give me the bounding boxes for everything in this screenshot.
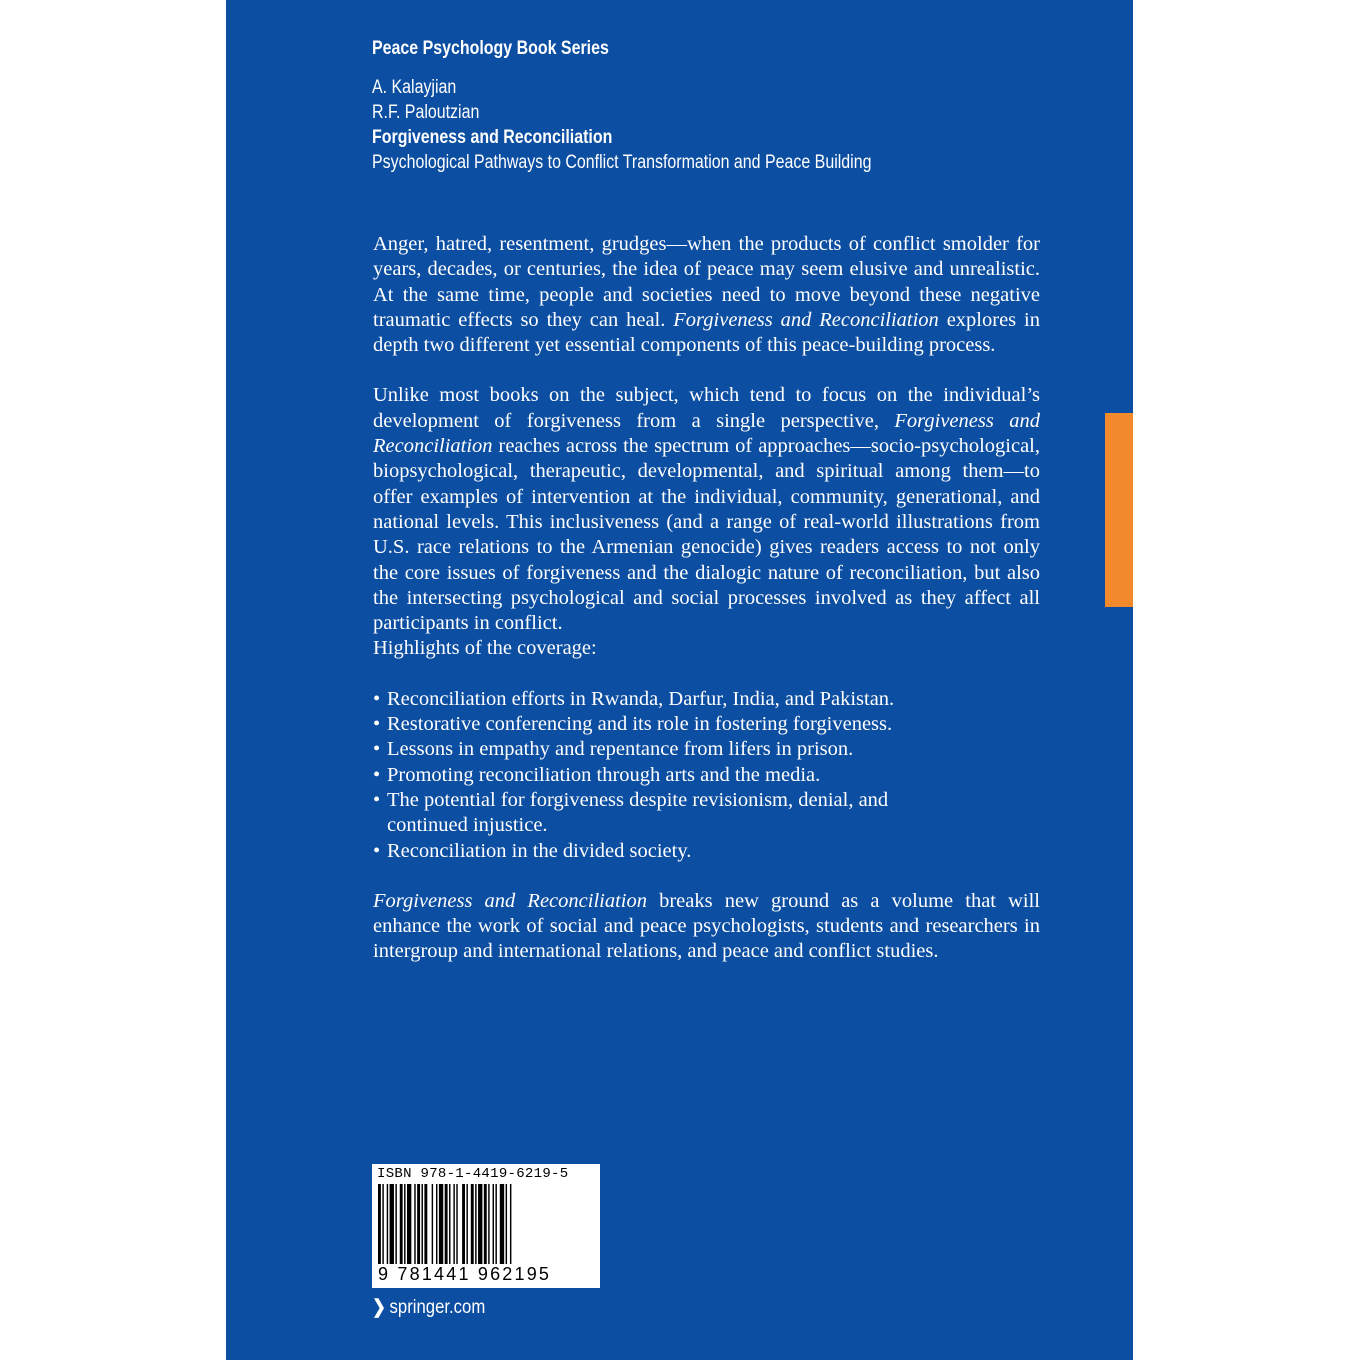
barcode-bar — [390, 1184, 394, 1270]
p2-italic-title: Forgiveness and Reconciliation — [373, 409, 1040, 458]
barcode-bar — [424, 1184, 427, 1270]
blurb — [373, 232, 1040, 965]
back-cover — [226, 0, 1133, 1360]
bullet-icon: • — [373, 839, 381, 862]
barcode-bar — [500, 1184, 504, 1270]
paragraph-1 — [373, 232, 1040, 358]
orange-spine-tab — [1105, 413, 1133, 607]
barcode-bar — [488, 1184, 489, 1270]
barcode-bar — [432, 1184, 433, 1270]
barcode-bar — [471, 1184, 474, 1270]
bullet-text: The potential for forgiveness despite revisionism, denial, and continued injustice. — [387, 788, 889, 837]
list-item — [373, 737, 1040, 762]
barcode-bar — [407, 1184, 411, 1270]
p1-text-a: Anger, hatred, resentment, grudges—when the products of conflict smolder for years, decades, or centuries, the idea of peace may seem elusive and unrealistic. At the same time, people and societies need to move beyond these negative traumatic effects so they can heal. — [373, 233, 1040, 331]
p1-italic-title: Forgiveness and Reconciliation — [673, 308, 939, 331]
bullet-icon: • — [373, 687, 381, 710]
book-subtitle: Psychological Pathways to Conflict Transformation and Peace Building — [372, 152, 872, 173]
series-title: Peace Psychology Book Series — [372, 38, 609, 59]
barcode-bars — [378, 1184, 594, 1270]
bullet-icon: • — [373, 788, 381, 811]
barcode-bar — [495, 1184, 496, 1270]
paragraph-3 — [373, 889, 1040, 965]
list-item — [373, 839, 1040, 864]
author-2: R.F. Paloutzian — [372, 102, 480, 123]
highlights-list — [373, 687, 1040, 864]
publisher-url: springer.com — [389, 1297, 486, 1318]
barcode-bar — [404, 1184, 405, 1270]
p2-text-b: reaches across the spectrum of approaches—socio-psychological, biopsychological, therapeutic, developmental, and spiritual among them—to offer examples of intervention at the individual, community, generational, and national levels. This inclusiveness (and a range of real-world illustrations from U.S. race relations to the Armenian genocide) gives readers access to not only the core issues of forgiveness and the dialogic nature of reconciliation, but also the intersecting psychological and social processes involved as they affect all participants in conflict. — [373, 435, 1040, 635]
barcode-bar — [445, 1184, 448, 1270]
barcode-bar — [395, 1184, 396, 1270]
barcode-bar — [462, 1184, 465, 1270]
bullet-icon: • — [373, 763, 381, 786]
author-1: A. Kalayjian — [372, 77, 457, 98]
barcode-bar — [378, 1184, 381, 1270]
chevron-right-icon: ❯ — [372, 1297, 387, 1318]
barcode-bar — [449, 1184, 450, 1270]
isbn-label: ISBN 978-1-4419-6219-5 — [377, 1166, 569, 1182]
barcode-bar — [475, 1184, 476, 1270]
barcode-bar — [456, 1184, 457, 1270]
list-item — [373, 687, 1040, 712]
bullet-text: Reconciliation efforts in Rwanda, Darfur, India, and Pakistan. — [387, 687, 895, 710]
barcode-bar — [414, 1184, 415, 1270]
barcode-bar — [466, 1184, 467, 1270]
barcode-bar — [400, 1184, 403, 1270]
barcode-bar — [478, 1184, 482, 1270]
bullet-text: Lessons in empathy and repentance from lifers in prison. — [387, 738, 854, 761]
list-item — [373, 763, 1040, 788]
barcode-digits: 9 781441 962195 — [378, 1264, 552, 1284]
book-title: Forgiveness and Reconciliation — [372, 127, 613, 148]
bullet-text: Reconciliation in the divided society. — [387, 839, 692, 862]
highlights-label: Highlights of the coverage: — [373, 637, 597, 660]
bullet-icon: • — [373, 713, 381, 736]
barcode-bar — [493, 1184, 494, 1270]
barcode-bar — [436, 1184, 437, 1270]
barcode-bar — [417, 1184, 420, 1270]
p3-text-b: breaks new ground as a volume that will enhance the work of social and peace psychologists, students and researchers in intergroup and international relations, and peace and conflict studies. — [373, 889, 1041, 963]
barcode-bar — [506, 1184, 507, 1270]
list-item — [373, 712, 1040, 737]
barcode-bar — [387, 1184, 388, 1270]
isbn-barcode — [372, 1164, 600, 1288]
barcode-bar — [382, 1184, 383, 1270]
cover-header — [372, 36, 871, 175]
p3-italic-title: Forgiveness and Reconciliation — [373, 889, 647, 912]
p2-text-a: Unlike most books on the subject, which tend to focus on the individual’s development of forgiveness from a single perspective, — [373, 384, 1040, 432]
bullet-text: Restorative conferencing and its role in fostering forgiveness. — [387, 713, 893, 736]
p1-text-b: explores in depth two different yet essential components of this peace-building process. — [373, 308, 1040, 357]
barcode-bar — [439, 1184, 443, 1270]
paragraph-2 — [373, 383, 1040, 636]
publisher-link[interactable] — [372, 1296, 485, 1319]
barcode-bar — [510, 1184, 511, 1270]
list-item — [373, 788, 947, 839]
barcode-bar — [484, 1184, 487, 1270]
barcode-bar — [422, 1184, 423, 1270]
bullet-icon: • — [373, 738, 381, 761]
barcode-bar — [453, 1184, 454, 1270]
bullet-text: Promoting reconciliation through arts and the media. — [387, 763, 821, 786]
